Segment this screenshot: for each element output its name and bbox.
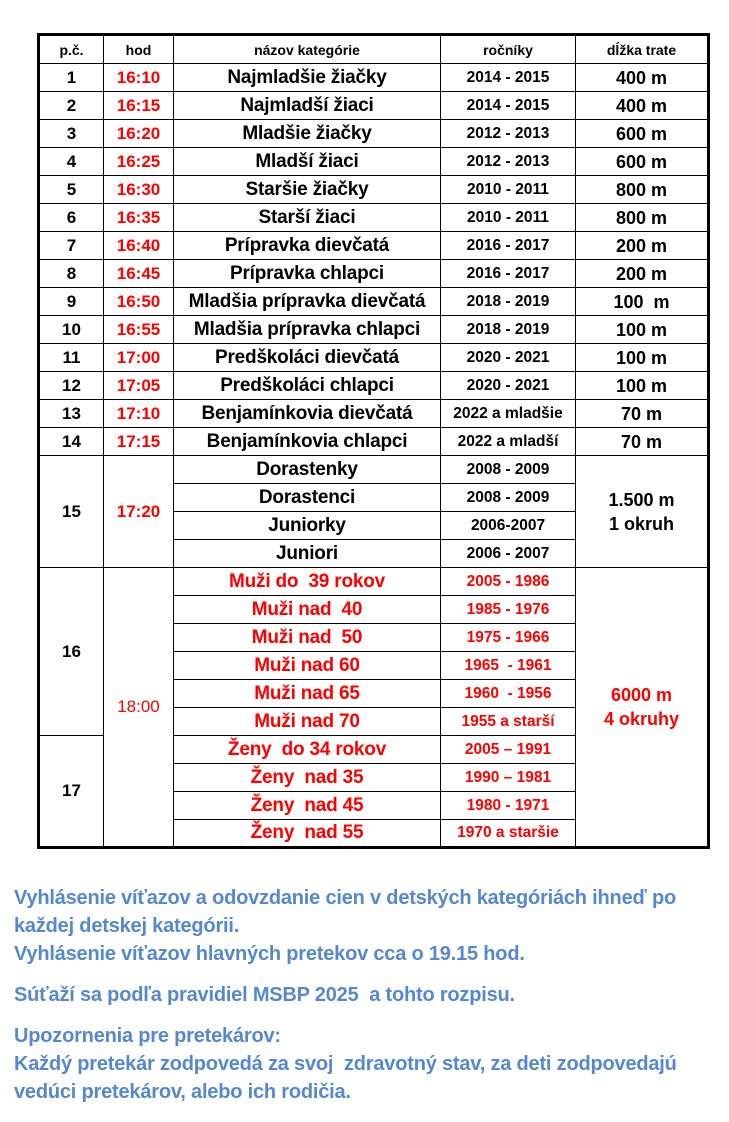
table-row xyxy=(39,372,709,400)
cell-number: 17 xyxy=(39,736,104,848)
cell-years: 2014 - 2015 xyxy=(441,92,576,120)
cell-time: 17:10 xyxy=(104,400,174,428)
cell-category: Mladšia prípravka chlapci xyxy=(174,316,441,344)
cell-years: 2012 - 2013 xyxy=(441,120,576,148)
cell-years: 2022 a mladší xyxy=(441,428,576,456)
cell-years: 1965 - 1961 xyxy=(441,652,576,680)
cell-time: 17:05 xyxy=(104,372,174,400)
cell-time: 17:15 xyxy=(104,428,174,456)
cell-time: 16:15 xyxy=(104,92,174,120)
notes xyxy=(14,884,724,1106)
cell-category: Muži nad 40 xyxy=(174,596,441,624)
cell-distance: 800 m xyxy=(576,204,709,232)
header-row xyxy=(39,35,709,64)
cell-time: 17:20 xyxy=(104,456,174,568)
cell-category: Dorastenky xyxy=(174,456,441,484)
cell-category: Muži nad 50 xyxy=(174,624,441,652)
table-row xyxy=(39,344,709,372)
table-row xyxy=(39,316,709,344)
cell-years: 1975 - 1966 xyxy=(441,624,576,652)
cell-category: Prípravka chlapci xyxy=(174,260,441,288)
table-row xyxy=(39,204,709,232)
cell-number: 7 xyxy=(39,232,104,260)
note-line: Vyhlásenie víťazov a odovzdanie cien v detských kategóriách ihneď po xyxy=(14,887,677,909)
cell-number: 5 xyxy=(39,176,104,204)
cell-number: 16 xyxy=(39,568,104,736)
cell-years: 2010 - 2011 xyxy=(441,176,576,204)
cell-distance: 100 m xyxy=(576,344,709,372)
cell-number: 8 xyxy=(39,260,104,288)
cell-category: Muži nad 60 xyxy=(174,652,441,680)
cell-category: Mladší žiaci xyxy=(174,148,441,176)
cell-distance: 100 m xyxy=(576,372,709,400)
table-row xyxy=(39,64,709,92)
column-header: názov kategórie xyxy=(174,35,441,64)
note-line: Vyhlásenie víťazov hlavných pretekov cca o 19.15 hod. xyxy=(14,943,525,965)
distance-line: 4 okruhy xyxy=(603,709,680,729)
cell-years: 2020 - 2021 xyxy=(441,372,576,400)
column-header: p.č. xyxy=(39,35,104,64)
column-header: dĺžka trate xyxy=(576,35,709,64)
cell-number: 11 xyxy=(39,344,104,372)
cell-number: 13 xyxy=(39,400,104,428)
cell-category: Ženy nad 55 xyxy=(174,820,441,848)
cell-distance xyxy=(576,568,709,848)
column-header: ročníky xyxy=(441,35,576,64)
cell-category: Najmladšie žiačky xyxy=(174,64,441,92)
cell-category: Muži do 39 rokov xyxy=(174,568,441,596)
cell-distance: 400 m xyxy=(576,64,709,92)
schedule-table xyxy=(37,33,710,849)
cell-number: 14 xyxy=(39,428,104,456)
cell-number: 2 xyxy=(39,92,104,120)
table-row xyxy=(39,288,709,316)
cell-category: Starší žiaci xyxy=(174,204,441,232)
schedule-table-wrapper xyxy=(37,33,710,849)
cell-time: 17:00 xyxy=(104,344,174,372)
cell-category: Mladšie žiačky xyxy=(174,120,441,148)
table-row xyxy=(39,428,709,456)
cell-years: 2008 - 2009 xyxy=(441,484,576,512)
table-row xyxy=(39,568,709,596)
cell-category: Predškoláci chlapci xyxy=(174,372,441,400)
cell-number: 10 xyxy=(39,316,104,344)
cell-time: 16:30 xyxy=(104,176,174,204)
cell-category: Prípravka dievčatá xyxy=(174,232,441,260)
table-row xyxy=(39,120,709,148)
cell-distance: 100 m xyxy=(576,288,709,316)
cell-number: 15 xyxy=(39,456,104,568)
note-line xyxy=(14,1009,724,1022)
note-line: Každý pretekár zodpovedá za svoj zdravotný stav, za deti zodpovedajú xyxy=(14,1053,677,1075)
cell-category: Juniorky xyxy=(174,512,441,540)
cell-number: 6 xyxy=(39,204,104,232)
cell-category: Dorastenci xyxy=(174,484,441,512)
cell-distance xyxy=(576,456,709,568)
cell-category: Mladšia prípravka dievčatá xyxy=(174,288,441,316)
note-line xyxy=(14,968,724,981)
note-line: Upozornenia pre pretekárov: xyxy=(14,1025,281,1047)
cell-distance: 600 m xyxy=(576,120,709,148)
cell-distance: 800 m xyxy=(576,176,709,204)
distance-line: 6000 m xyxy=(610,685,673,705)
cell-years: 1970 a staršie xyxy=(441,820,576,848)
cell-years: 2006 - 2007 xyxy=(441,540,576,568)
cell-category: Muži nad 65 xyxy=(174,680,441,708)
distance-line: 1.500 m xyxy=(608,489,675,510)
cell-number: 4 xyxy=(39,148,104,176)
distance-line: 1 okruh xyxy=(608,513,674,534)
cell-distance: 600 m xyxy=(576,148,709,176)
column-header: hod xyxy=(104,35,174,64)
cell-years: 2022 a mladšie xyxy=(441,400,576,428)
cell-years: 2020 - 2021 xyxy=(441,344,576,372)
table-row xyxy=(39,176,709,204)
table-row xyxy=(39,92,709,120)
cell-years: 1985 - 1976 xyxy=(441,596,576,624)
cell-years: 2006-2007 xyxy=(441,512,576,540)
note-line: vedúci pretekárov, alebo ich rodičia. xyxy=(14,1081,351,1103)
cell-time: 18:00 xyxy=(104,568,174,848)
cell-number: 1 xyxy=(39,64,104,92)
cell-time: 16:40 xyxy=(104,232,174,260)
cell-category: Ženy do 34 rokov xyxy=(174,736,441,764)
table-row xyxy=(39,148,709,176)
cell-years: 1960 - 1956 xyxy=(441,680,576,708)
table-row xyxy=(39,232,709,260)
cell-years: 1955 a starší xyxy=(441,708,576,736)
cell-years: 2008 - 2009 xyxy=(441,456,576,484)
cell-years: 2014 - 2015 xyxy=(441,64,576,92)
cell-distance: 70 m xyxy=(576,400,709,428)
cell-time: 16:45 xyxy=(104,260,174,288)
cell-years: 2010 - 2011 xyxy=(441,204,576,232)
cell-time: 16:10 xyxy=(104,64,174,92)
cell-distance: 100 m xyxy=(576,316,709,344)
cell-category: Staršie žiačky xyxy=(174,176,441,204)
table-row xyxy=(39,400,709,428)
cell-years: 1980 - 1971 xyxy=(441,792,576,820)
table-row xyxy=(39,260,709,288)
cell-time: 16:25 xyxy=(104,148,174,176)
cell-time: 16:55 xyxy=(104,316,174,344)
cell-number: 3 xyxy=(39,120,104,148)
cell-time: 16:20 xyxy=(104,120,174,148)
note-line: Súťaží sa podľa pravidiel MSBP 2025 a tohto rozpisu. xyxy=(14,984,515,1006)
cell-years: 2018 - 2019 xyxy=(441,288,576,316)
cell-number: 9 xyxy=(39,288,104,316)
cell-distance: 400 m xyxy=(576,92,709,120)
cell-time: 16:50 xyxy=(104,288,174,316)
cell-years: 2018 - 2019 xyxy=(441,316,576,344)
cell-category: Muži nad 70 xyxy=(174,708,441,736)
cell-category: Predškoláci dievčatá xyxy=(174,344,441,372)
table-row xyxy=(39,456,709,484)
cell-years: 2016 - 2017 xyxy=(441,232,576,260)
note-line: každej detskej kategórii. xyxy=(14,915,240,937)
cell-distance: 200 m xyxy=(576,232,709,260)
cell-category: Benjamínkovia chlapci xyxy=(174,428,441,456)
cell-category: Benjamínkovia dievčatá xyxy=(174,400,441,428)
cell-time: 16:35 xyxy=(104,204,174,232)
cell-category: Ženy nad 35 xyxy=(174,764,441,792)
cell-years: 2005 – 1991 xyxy=(441,736,576,764)
cell-distance: 70 m xyxy=(576,428,709,456)
cell-years: 2016 - 2017 xyxy=(441,260,576,288)
cell-distance: 200 m xyxy=(576,260,709,288)
cell-years: 1990 – 1981 xyxy=(441,764,576,792)
cell-years: 2005 - 1986 xyxy=(441,568,576,596)
cell-number: 12 xyxy=(39,372,104,400)
cell-category: Ženy nad 45 xyxy=(174,792,441,820)
cell-years: 2012 - 2013 xyxy=(441,148,576,176)
cell-category: Najmladší žiaci xyxy=(174,92,441,120)
cell-category: Juniori xyxy=(174,540,441,568)
